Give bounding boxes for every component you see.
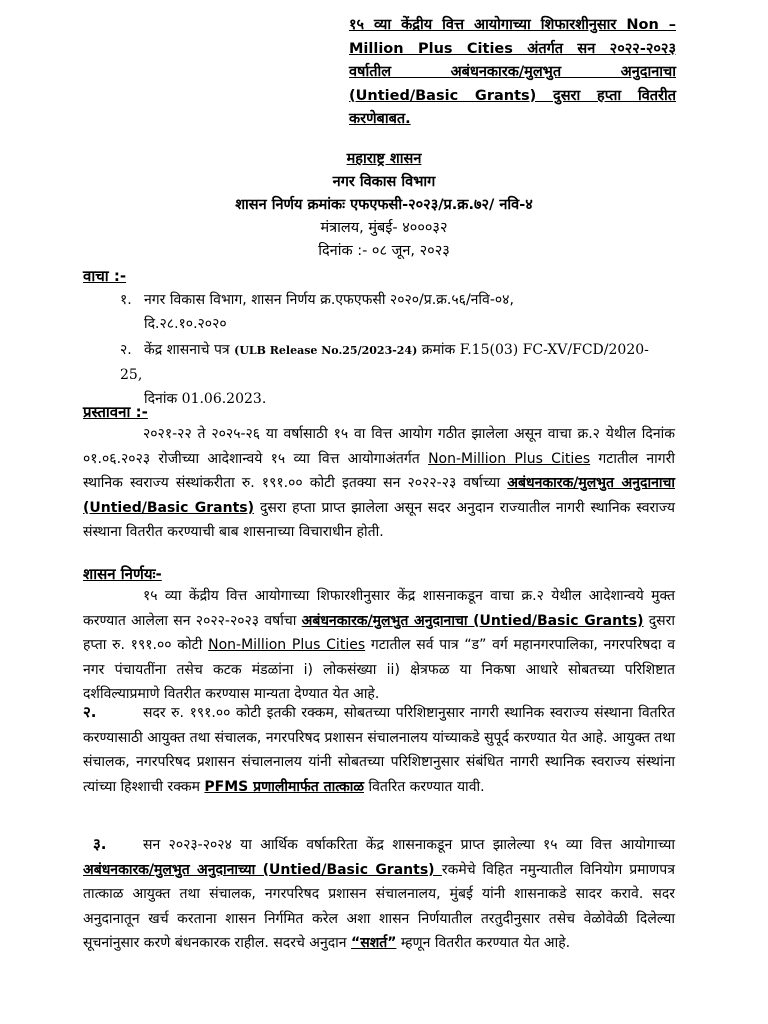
reference-date: दि.२८.१०.२०२० [144, 316, 227, 332]
reference-item [120, 288, 660, 336]
reference-release-no: (ULB Release No.25/2023-24) [234, 344, 418, 357]
reference-date: दिनांक 01.06.2023. [144, 391, 267, 407]
paragraph-text: वितरित करण्यात यावी. [364, 778, 485, 795]
reference-number: १. [120, 292, 132, 308]
reference-text: नगर विकास विभाग, शासन निर्णय क्र.एफएफसी २०२०/प्र.क्र.५६/नवि-०४, [144, 292, 514, 308]
paragraph-text: सदर रु. १९१.०० कोटी इतकी रक्कम, सोबतच्या परिशिष्टानुसार नागरी स्थानिक स्वराज्य संस्थाना वितरित करण्यासाठी आयुक्त तथा संचालक, नगरपरिषद प्रशासन संचालनालय यांच्याकडे सुपूर्द करण्यात येत आहे. आयुक्त तथा संचालक, नगरपरिषद प्रशासन संचालनालय यांनी सोबतच्या परिशिष्टानुसार संबंधित नागरी स्थानिक स्वराज्य संस्थांना त्यांच्या हिश्शाची रक्कम [83, 705, 675, 795]
letterhead [0, 148, 768, 263]
preamble-text: २०२१-२२ ते २०२५-२६ या वर्षासाठी १५ वा वित्त आयोग गठीत झालेला असून वाचा क्र.२ येथील दिनांक ०१.०६.२०२३ रोजीच्या आदेशान्वये १५ व्या वित्त आयोगाअंतर्गत [83, 426, 675, 467]
preamble-heading: प्रस्तावना :- [83, 403, 148, 421]
decision-text: १५ व्या केंद्रीय वित्त आयोगाच्या शिफारशीनुसार केंद्र शासनाकडून वाचा क्र.२ येथील आदेशान्वये मुक्त करण्यात आलेला सन २०२२-२०२३ वर्षाचा [83, 588, 675, 629]
reference-letter-no: क्रमांक F.15(03) FC-XV/FCD/2020-25, [120, 342, 649, 383]
decision-text: गटातील सर्व पात्र “ड” वर्ग महानगरपालिका, नगरपरिषदा व नगर पंचायतींना तसेच कटक मंडळांना i) लोकसंख्या ii) क्षेत्रफळ या निकषा आधारे सोबतच्या परिशिष्टात दर्शविल्याप्रमाणे वितरीत करण्यास मान्यता देण्यात येत आहे. [83, 637, 676, 702]
document-date: दिनांक :- ०८ जून, २०२३ [318, 243, 450, 259]
subject-line: १५ व्या केंद्रीय वित्त आयोगाच्या शिफारशीनुसार Non – Million Plus Cities अंतर्गत सन २०२२-२०२३ वर्षातील अबंधनकारक/मुलभुत अनुदानाचा (Untied/Basic Grants) दुसरा हप्ता वितरीत करणेबाबत. [349, 17, 676, 127]
paragraph-2 [83, 700, 675, 799]
decision-heading: शासन निर्णयः- [83, 565, 162, 583]
preamble-highlight: अबंधनकारक/मुलभुत अनुदानाचा (Untied/Basic Grants) [83, 475, 675, 516]
preamble-paragraph [83, 422, 675, 545]
gr-number: शासन निर्णय क्रमांकः एफएफसी-२०२३/प्र.क्र.७२/ नवि-४ [235, 197, 533, 213]
paragraph-highlight: “सशर्त” [351, 935, 397, 951]
office-address: मंत्रालय, मुंबई- ४०००३२ [320, 220, 448, 236]
decision-highlight: Non-Million Plus Cities [208, 637, 366, 653]
paragraph-highlight: PFMS प्रणालीमार्फत तात्काळ [204, 778, 365, 795]
paragraph-number: २. [83, 703, 97, 721]
preamble-text: गटातील नागरी स्थानिक स्वराज्य संस्थांकरीता रु. १९१.०० कोटी इतक्या सन २०२२-२३ वर्षाच्या [83, 450, 676, 491]
government-name: महाराष्ट्र शासन [346, 151, 422, 167]
paragraph-number: ३. [93, 835, 107, 853]
paragraph-text: रकमेचे विहित नमुन्यातील विनियोग प्रमाणपत्र तात्काळ आयुक्त तथा संचालक, नगरपरिषद प्रशासन संचालनालय, मुंबई यांनी शासनाकडे सादर करावे. सदर अनुदानातून खर्च करताना शासन निर्गमित करेल अशा शासन निर्णयातील तरतुदीनुसार तसेच वेळोवेळी दिलेल्या सूचनांनुसार करणे बंधनकारक राहील. सदरचे अनुदान [83, 861, 675, 951]
read-heading: वाचा :- [83, 267, 127, 285]
decision-paragraph [83, 584, 675, 707]
reference-number: २. [120, 342, 132, 358]
preamble-highlight: Non-Million Plus Cities [428, 450, 591, 467]
reference-text: केंद्र शासनाचे पत्र [144, 342, 235, 358]
paragraph-text: म्हणून वितरीत करण्यात येत आहे. [396, 935, 571, 951]
department-name: नगर विकास विभाग [332, 174, 436, 190]
paragraph-text: सन २०२३-२०२४ या आर्थिक वर्षाकरिता केंद्र शासनाकडून प्राप्त झालेल्या १५ व्या वित्त आयोगाच्या [143, 837, 675, 853]
decision-highlight: अबंधनकारक/मुलभुत अनुदानाचा (Untied/Basic Grants) [301, 612, 644, 629]
decision-text: दुसरा हप्ता रु. १९१.०० कोटी [83, 612, 675, 653]
preamble-text: दुसरा हप्ता प्राप्त झालेला असून सदर अनुदान राज्यातील नागरी स्थानिक स्वराज्य संस्थाना वितरीत करण्याची बाब शासनाच्या विचाराधीन होती. [83, 499, 675, 540]
paragraph-highlight: अबंधनकारक/मुलभुत अनुदानाच्या (Untied/Basic Grants) [83, 861, 442, 878]
paragraph-3 [83, 832, 675, 956]
reference-item [120, 338, 660, 411]
